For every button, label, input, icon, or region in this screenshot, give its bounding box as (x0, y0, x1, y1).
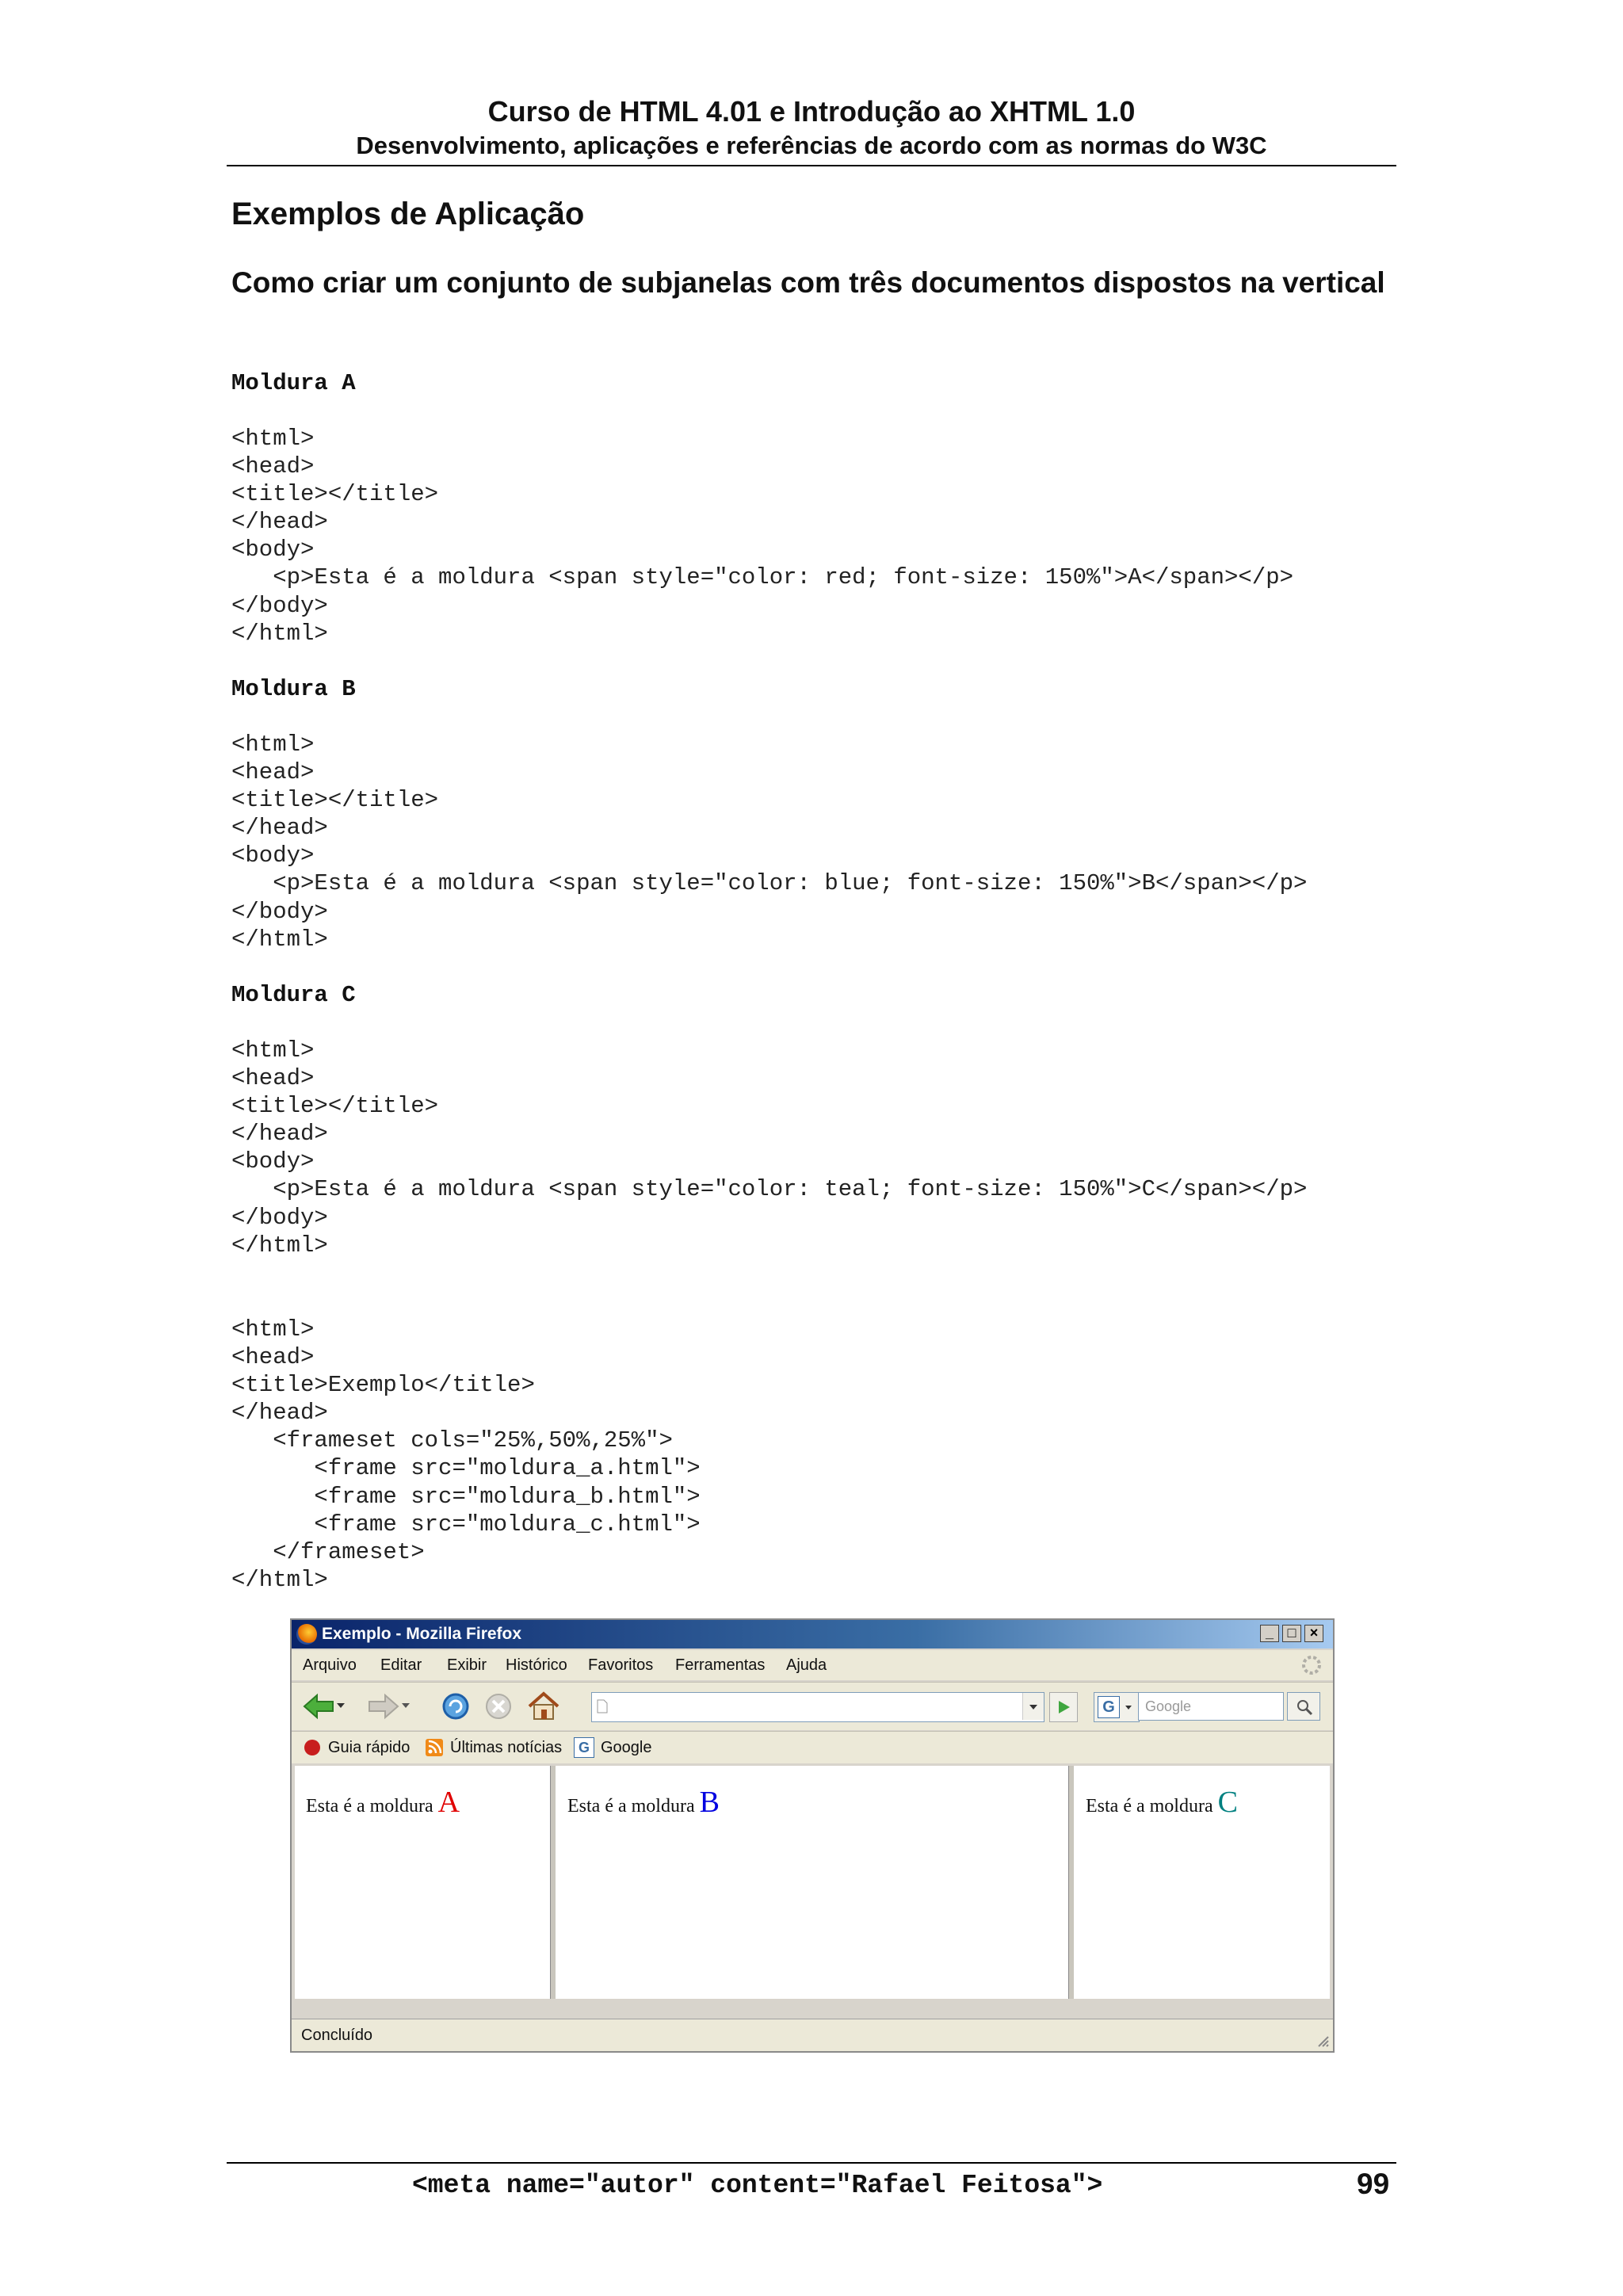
search-placeholder: Google (1145, 1698, 1192, 1714)
frame-divider[interactable] (1068, 1766, 1075, 1999)
bookmarks-toolbar (292, 1731, 1333, 1763)
chevron-down-icon[interactable] (401, 1702, 411, 1710)
status-bar (292, 2019, 1333, 2051)
minimize-icon[interactable]: _ (1260, 1625, 1279, 1642)
frameset-code: <html> <head> <title>Exemplo</title> </head> <frameset cols="25%,50%,25%"> <frame src="moldura_a.html"> <frame src="moldura_b.html"> <frame src="moldura_c.html"> </frameset> </html> (231, 1316, 701, 1593)
menu-ferramentas[interactable]: Ferramentas (675, 1656, 766, 1674)
footer-author: <meta name="autor" content="Rafael Feitosa"> (412, 2171, 1103, 2200)
search-button[interactable] (1287, 1692, 1320, 1721)
maximize-icon[interactable]: □ (1282, 1625, 1301, 1642)
browser-window-title: Exemplo - Mozilla Firefox (322, 1625, 522, 1643)
bookmark-red-icon (303, 1738, 322, 1757)
navigation-toolbar (292, 1682, 1333, 1730)
page-header (227, 94, 1396, 162)
subsection-title: Como criar um conjunto de subjanelas com três documentos dispostos na vertical (231, 266, 1385, 299)
moldura-b-label: Moldura B (231, 676, 356, 702)
moldura-b-code: <html> <head> <title></title> </head> <body> <p>Esta é a moldura <span style="color: blue; font-size: 150%">B</span></p> </body> </html> (231, 732, 1308, 953)
frame-b-letter: B (699, 1786, 720, 1819)
address-dropdown[interactable] (1022, 1693, 1044, 1720)
search-input[interactable] (1138, 1692, 1284, 1721)
throbber-icon (1301, 1655, 1322, 1675)
home-icon[interactable] (526, 1689, 561, 1722)
header-divider (227, 165, 1396, 166)
moldura-c-code: <html> <head> <title></title> </head> <body> <p>Esta é a moldura <span style="color: teal; font-size: 150%">C</span></p> </body> </html> (231, 1037, 1308, 1259)
footer-divider (227, 2162, 1396, 2164)
course-title: Curso de HTML 4.01 e Introdução ao XHTML 1.0 (487, 95, 1136, 128)
moldura-a-code: <html> <head> <title></title> </head> <body> <p>Esta é a moldura <span style="color: red; font-size: 150%">A</span></p> </body> </html> (231, 426, 1294, 647)
firefox-logo-icon (296, 1624, 317, 1645)
chevron-down-icon (1029, 1704, 1038, 1710)
menu-favoritos[interactable]: Favoritos (588, 1656, 654, 1674)
frame-divider[interactable] (550, 1766, 556, 1999)
forward-arrow-icon[interactable] (368, 1692, 399, 1721)
frame-a-letter: A (437, 1786, 460, 1819)
moldura-c-label: Moldura C (231, 982, 356, 1008)
bookmark-ultimas-noticias[interactable]: Últimas notícias (450, 1739, 563, 1756)
address-bar[interactable] (591, 1692, 1044, 1722)
frame-a (295, 1766, 550, 1999)
go-arrow-icon (1057, 1699, 1071, 1715)
course-subtitle: Desenvolvimento, aplicações e referências de acordo com as normas do W3C (356, 132, 1267, 159)
page-icon (597, 1699, 608, 1713)
menu-exibir[interactable]: Exibir (447, 1656, 487, 1674)
frame-b (556, 1766, 1068, 1999)
chevron-down-icon (1125, 1705, 1132, 1710)
google-icon: G (574, 1737, 594, 1758)
search-engine-selector[interactable] (1094, 1692, 1140, 1722)
menu-ajuda[interactable]: Ajuda (786, 1656, 827, 1674)
bookmark-google[interactable]: Google (601, 1739, 652, 1756)
frame-a-text: Esta é a moldura A (306, 1786, 460, 1819)
rss-icon (425, 1738, 444, 1757)
frame-c-text: Esta é a moldura C (1086, 1786, 1238, 1819)
close-icon[interactable]: × (1304, 1625, 1323, 1642)
menu-editar[interactable]: Editar (380, 1656, 422, 1674)
go-button[interactable] (1049, 1692, 1078, 1722)
status-text: Concluído (301, 2027, 373, 2044)
reload-icon[interactable] (439, 1690, 472, 1722)
frame-c-letter: C (1217, 1786, 1238, 1819)
chevron-down-icon[interactable] (336, 1702, 346, 1710)
browser-screenshot (290, 1618, 1335, 2053)
google-icon: G (1098, 1696, 1120, 1718)
frame-c (1075, 1766, 1330, 1999)
menu-arquivo[interactable]: Arquivo (303, 1656, 357, 1674)
bookmark-guia-rapido[interactable]: Guia rápido (328, 1739, 411, 1756)
magnifier-icon (1296, 1698, 1313, 1716)
browser-titlebar (292, 1620, 1333, 1648)
browser-menubar (292, 1650, 1333, 1680)
page-number: 99 (1357, 2168, 1390, 2200)
menu-historico[interactable]: Histórico (506, 1656, 567, 1674)
stop-icon[interactable] (482, 1690, 515, 1722)
resize-grip-icon[interactable] (1314, 2032, 1330, 2048)
section-title: Exemplos de Aplicação (231, 197, 585, 231)
back-arrow-icon[interactable] (303, 1692, 334, 1721)
frameset-viewport (295, 1766, 1330, 1999)
moldura-a-label: Moldura A (231, 370, 356, 396)
frame-b-text: Esta é a moldura B (567, 1786, 720, 1819)
